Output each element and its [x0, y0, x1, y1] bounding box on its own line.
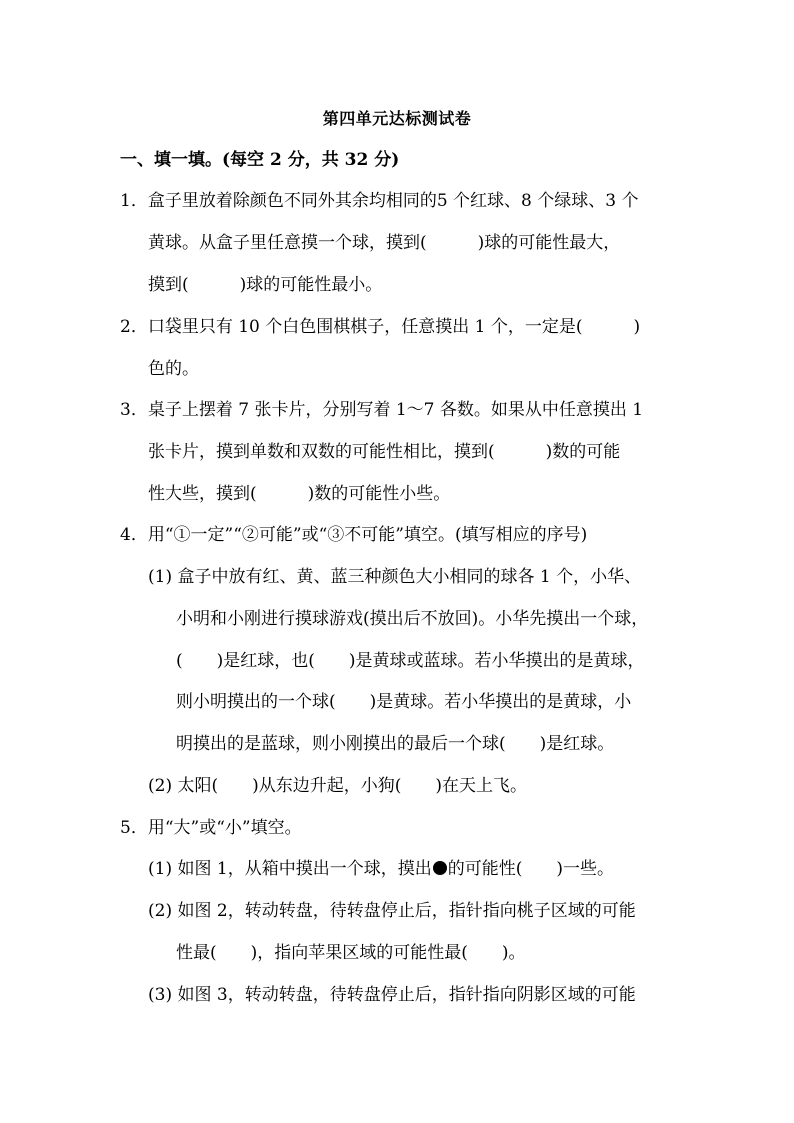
- question-5-sub-2-line-2: 性最( )，指向苹果区域的可能性最( )。: [176, 943, 526, 963]
- question-4-sub-2: (2) 太阳( )从东边升起，小狗( )在天上飞。: [148, 776, 528, 796]
- question-5-sub-1-text-a: (1) 如图 1，从箱中摸出一个球，摸出: [148, 859, 432, 879]
- question-2-line-1: 2．口袋里只有 10 个白色围棋棋子，任意摸出 1 个，一定是( ): [120, 317, 641, 337]
- question-3-line-1: 3．桌子上摆着 7 张卡片，分别写着 1～7 各数。如果从中任意摸出 1: [120, 400, 644, 420]
- question-1-line-2: 黄球。从盒子里任意摸一个球，摸到( )球的可能性最大，: [148, 233, 621, 253]
- question-4-sub-1-line-1: (1) 盒子中放有红、黄、蓝三种颜色大小相同的球各 1 个，小华、: [148, 567, 642, 587]
- question-3-line-2: 张卡片，摸到单数和双数的可能性相比，摸到( )数的可能: [148, 442, 621, 462]
- question-4-sub-1-line-3: ( )是红球，也( )是黄球或蓝球。若小华摸出的是黄球，: [176, 651, 645, 671]
- question-1-line-3: 摸到( )球的可能性最小。: [148, 275, 383, 295]
- question-4-sub-1-line-4: 则小明摸出的一个球( )是黄球。若小华摸出的是黄球，小: [176, 692, 632, 712]
- question-5-sub-2-line-1: (2) 如图 2，转动转盘，待转盘停止后，指针指向桃子区域的可能: [148, 901, 636, 921]
- question-4-line-1: 4．用“①一定”“②可能”或“③不可能”填空。(填写相应的序号): [120, 525, 588, 545]
- question-4-sub-1-line-5: 明摸出的是蓝球，则小刚摸出的最后一个球( )是红球。: [176, 734, 615, 754]
- section-heading: 一、填一填。(每空 2 分，共 32 分): [120, 150, 400, 170]
- question-3-line-3: 性大些，摸到( )数的可能性小些。: [148, 484, 451, 504]
- page-title: 第四单元达标测试卷: [322, 109, 472, 128]
- question-5-sub-3-line-1: (3) 如图 3，转动转盘，待转盘停止后，指针指向阴影区域的可能: [148, 985, 636, 1005]
- question-5-sub-1: [148, 857, 614, 881]
- question-2-line-2: 色的。: [148, 359, 199, 379]
- question-5-sub-1-text-b: 的可能性( )一些。: [447, 859, 614, 879]
- question-4-sub-1-line-2: 小明和小刚进行摸球游戏(摸出后不放回)。小华先摸出一个球，: [176, 609, 649, 629]
- question-1-line-1: 1．盒子里放着除颜色不同外其余均相同的5 个红球、8 个绿球、3 个: [120, 191, 639, 211]
- black-ball-icon: [433, 861, 447, 875]
- question-5-line-1: 5．用“大”或“小”填空。: [120, 818, 302, 838]
